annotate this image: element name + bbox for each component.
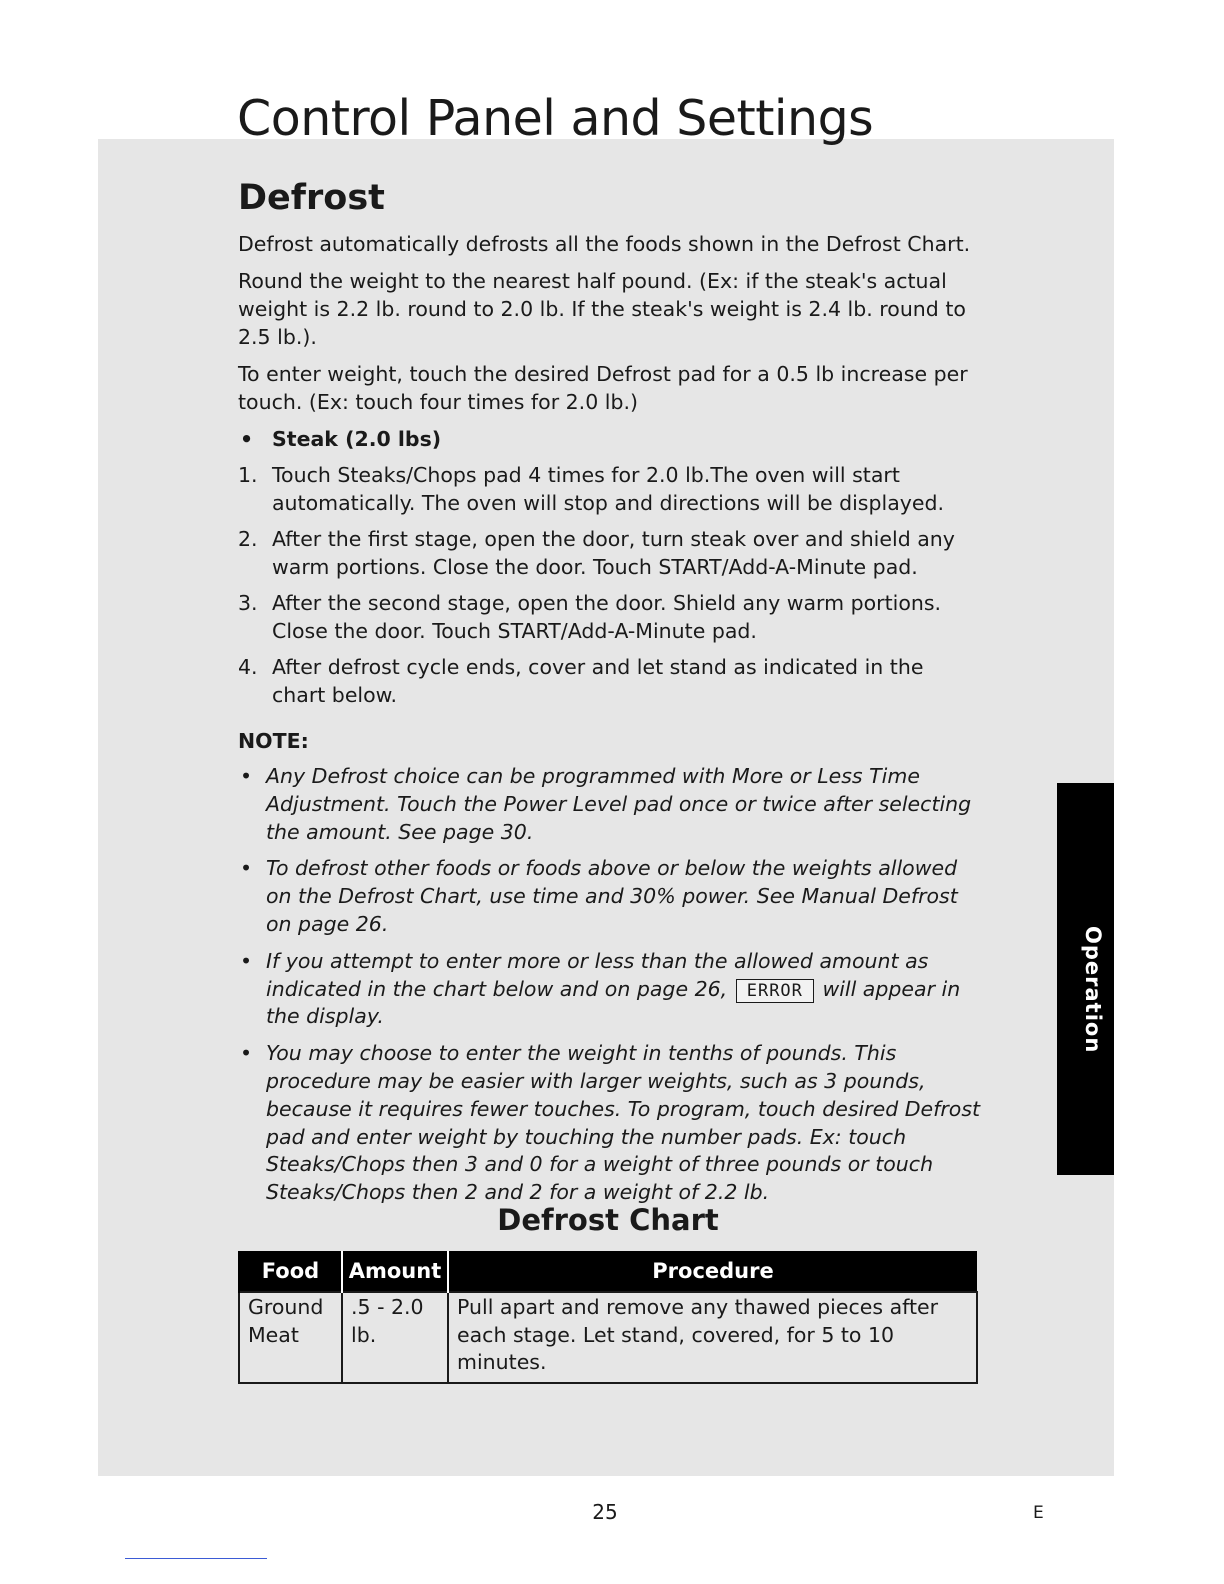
note-item-error (238, 948, 983, 1031)
cell-amount: .5 - 2.0 lb. (342, 1292, 448, 1383)
step-number: 1. (238, 463, 258, 487)
defrost-section (238, 176, 983, 1216)
bullet-icon: • (240, 1041, 253, 1066)
error-note-before: If you attempt to enter more or less than the allowed amount as indicated in the chart below and on page 26, (266, 948, 929, 1001)
step-text: After the second stage, open the door. Shield any warm portions. Close the door. Touch START/Add-A-Minute pad. (272, 591, 942, 643)
weight-entry-paragraph: To enter weight, touch the desired Defrost pad for a 0.5 lb increase per touch. (Ex: touch four times for 2.0 lb.) (238, 362, 968, 414)
rounding-paragraph: Round the weight to the nearest half pound. (Ex: if the steak's actual weight is 2.2 lb. round to 2.0 lb. If the steak's weight is 2.4 lb. round to 2.5 lb.). (238, 269, 966, 349)
note-item (238, 855, 983, 938)
note-text: Any Defrost choice can be programmed with More or Less Time Adjustment. Touch the Power Level pad once or twice after selecting the amount. See page 30. (266, 764, 972, 844)
step-text: After defrost cycle ends, cover and let stand as indicated in the chart below. (272, 655, 924, 707)
step-item (238, 462, 983, 517)
step-number: 4. (238, 655, 258, 679)
step-number: 3. (238, 591, 258, 615)
cell-food: Ground Meat (239, 1292, 342, 1383)
example-heading-text: Steak (2.0 lbs) (272, 427, 442, 451)
section-title: Defrost (238, 178, 385, 218)
step-number: 2. (238, 527, 258, 551)
step-item (238, 590, 983, 645)
side-tab-label: Operation (1081, 926, 1105, 1054)
chart-title: Defrost Chart (497, 1203, 719, 1237)
example-heading (238, 425, 983, 453)
note-item (238, 1040, 983, 1207)
error-note-after: will appear in the display. (266, 976, 961, 1029)
page-number: 25 (592, 1500, 618, 1524)
table-row (239, 1292, 977, 1383)
language-marker: E (1033, 1503, 1044, 1523)
notes-list (238, 763, 983, 1207)
cell-procedure: Pull apart and remove any thawed pieces after each stage. Let stand, covered, for 5 to 10 minutes. (448, 1292, 977, 1383)
bullet-icon: • (240, 948, 253, 973)
table-header-row (239, 1251, 977, 1292)
error-display-indicator: ERROR (736, 979, 814, 1003)
intro-paragraph: Defrost automatically defrosts all the foods shown in the Defrost Chart. (238, 232, 971, 256)
defrost-chart-table (238, 1251, 978, 1384)
steps-list (238, 462, 983, 709)
step-text: Touch Steaks/Chops pad 4 times for 2.0 lb.The oven will start automatically. The oven will stop and directions will be displayed. (272, 463, 945, 515)
note-text: To defrost other foods or foods above or below the weights allowed on the Defrost Chart, use time and 30% power. See Manual Defrost on page 26. (266, 856, 958, 936)
column-header-amount: Amount (342, 1251, 448, 1292)
step-item (238, 654, 983, 709)
step-item (238, 526, 983, 581)
bullet-icon: • (240, 764, 253, 788)
bullet-icon: • (240, 427, 254, 451)
page-title: Control Panel and Settings (237, 90, 874, 147)
note-text: You may choose to enter the weight in tenths of pounds. This procedure may be easier with larger weights, such as 3 pounds, because it requires fewer touches. To program, touch desired Defrost pad and enter weight by touching the number pads. Ex: touch Steaks/Chops then 3 and 0 for a weight of three pounds or touch Steaks/Chops then 2 and 2 for a weight of 2.2 lb. (266, 1041, 981, 1205)
footer-rule (125, 1558, 267, 1559)
column-header-procedure: Procedure (448, 1251, 977, 1292)
note-label: NOTE: (238, 729, 309, 753)
note-item (238, 763, 983, 846)
bullet-icon: • (240, 856, 253, 881)
step-text: After the first stage, open the door, turn steak over and shield any warm portions. Close the door. Touch START/Add-A-Minute pad. (272, 527, 955, 579)
column-header-food: Food (239, 1251, 342, 1292)
